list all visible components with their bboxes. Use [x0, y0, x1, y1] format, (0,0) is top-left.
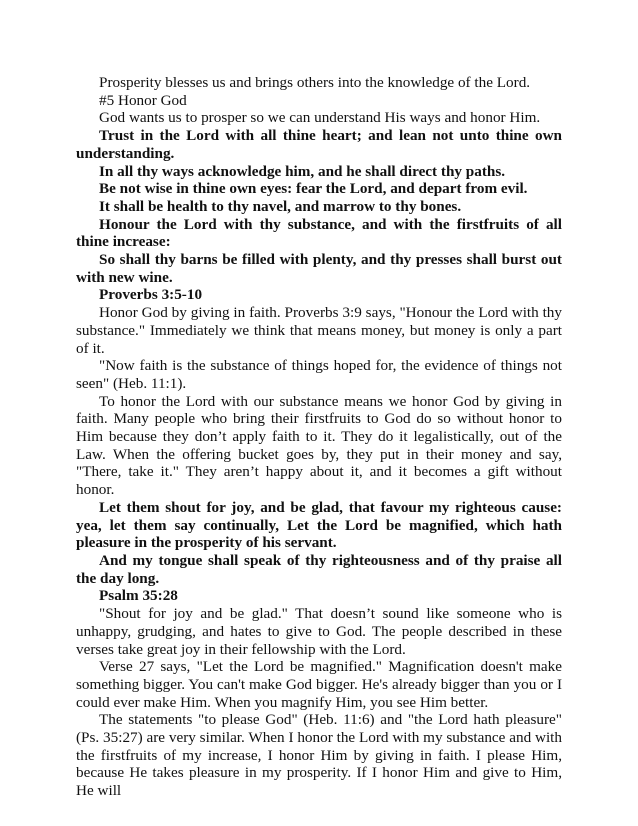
paragraph: Prosperity blesses us and brings others into the knowledge of the Lord.: [99, 74, 531, 91]
scripture-verse: So shall thy barns be filled with plenty, and thy presses shall burst out with new wine.: [76, 251, 562, 286]
paragraph: "Now faith is the substance of things hoped for, the evidence of things not seen" (Heb. 11:1).: [76, 357, 562, 392]
document-page: [76, 74, 562, 800]
scripture-verse: Honour the Lord with thy substance, and with the firstfruits of all thine increase:: [76, 215, 562, 251]
paragraph: Honor God by giving in faith. Proverbs 3:9 says, "Honour the Lord with thy substance." Immediately we think that means money, but money is only a part of it.: [76, 304, 562, 357]
scripture-reference: Psalm 35:28: [99, 587, 178, 605]
scripture-verse: Trust in the Lord with all thine heart; and lean not unto thine own understanding.: [76, 127, 562, 162]
paragraph: "Shout for joy and be glad." That doesn’t sound like someone who is unhappy, grudging, and hates to give to God. The people described in these verses take great joy in their fellowship with the Lord.: [76, 605, 562, 658]
scripture-verse: In all thy ways acknowledge him, and he shall direct thy paths.: [99, 162, 506, 180]
scripture-reference: Proverbs 3:5-10: [99, 286, 203, 304]
scripture-verse: Be not wise in thine own eyes: fear the Lord, and depart from evil.: [99, 180, 528, 198]
scripture-verse: It shall be health to thy navel, and marrow to thy bones.: [99, 197, 462, 215]
paragraph: God wants us to prosper so we can understand His ways and honor Him.: [99, 109, 541, 127]
section-heading: #5 Honor God: [99, 91, 187, 109]
scripture-verse: Let them shout for joy, and be glad, that favour my righteous cause: yea, let them say continually, Let the Lord be magnified, which hath pleasure in the prosperity of his servant.: [76, 498, 562, 552]
paragraph: The statements "to please God" (Heb. 11:6) and "the Lord hath pleasure" (Ps. 35:27) are very similar. When I honor the Lord with my substance and with the firstfruits of my increase, I honor Him by giving in faith. I please Him, because He takes pleasure in my prosperity. If I honor Him and give to Him, He will: [76, 711, 562, 800]
scripture-verse: And my tongue shall speak of thy righteousness and of thy praise all the day long.: [76, 551, 562, 587]
paragraph: Verse 27 says, "Let the Lord be magnified." Magnification doesn't make something bigger. You can't make God bigger. He's already bigger than you or I could ever make Him. When you magnify Him, you see Him better.: [76, 658, 562, 711]
paragraph: To honor the Lord with our substance means we honor God by giving in faith. Many people who bring their firstfruits to God do so without honor to Him because they don’t apply faith to it. They do it legalistically, out of the Law. When the offering bucket goes by, they put in their money and say, "There, take it." They aren’t happy about it, and it becomes a gift without honor.: [76, 392, 562, 499]
